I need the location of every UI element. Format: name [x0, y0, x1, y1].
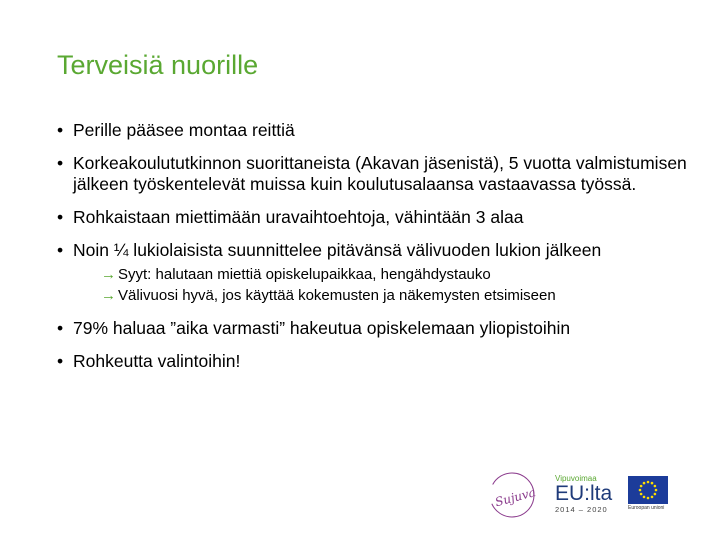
subbullet-text: Välivuosi hyvä, jos käyttää kokemusten ja näkemysten etsimiseen — [118, 287, 556, 304]
arrow-icon: → — [101, 266, 116, 283]
eu-flag-logo — [628, 476, 670, 516]
bullet-dot: • — [57, 351, 64, 371]
eu-flag-caption: Euroopan unioni — [628, 505, 665, 511]
logo-bar — [0, 468, 720, 528]
eu-logo-main-text: EU:lta — [555, 482, 613, 505]
eu-funding-logo — [555, 474, 615, 522]
bullet-item — [57, 120, 697, 141]
eu-logo-years: 2014 – 2020 — [555, 505, 608, 514]
bullet-text: Rohkaistaan miettimään uravaihtoehtoja, vähintään 3 alaa — [73, 207, 524, 227]
slide-content — [57, 120, 697, 384]
bullet-dot: • — [57, 120, 64, 140]
bullet-dot: • — [57, 207, 64, 227]
signature-text: Sujuva — [493, 485, 538, 510]
bullet-text: Perille pääsee montaa reittiä — [73, 120, 295, 140]
bullet-dot: • — [57, 240, 64, 260]
subbullet-group — [57, 264, 697, 306]
bullet-dot: • — [57, 153, 64, 173]
bullet-item — [57, 351, 697, 372]
bullet-text: 79% haluaa ”aika varmasti” hakeutua opiskelemaan yliopistoihin — [73, 318, 571, 338]
eu-stars-icon — [628, 476, 668, 504]
slide-title: Terveisiä nuorille — [57, 50, 259, 80]
bullet-item — [57, 318, 697, 339]
bullet-item — [57, 207, 697, 228]
bullet-item — [57, 240, 697, 261]
eu-flag-icon — [628, 476, 668, 504]
bullet-text: Noin ¼ lukiolaisista suunnittelee pitävänsä välivuoden lukion jälkeen — [73, 240, 602, 260]
bullet-item — [57, 153, 697, 195]
bullet-text: Rohkeutta valintoihin! — [73, 351, 241, 371]
arrow-icon: → — [101, 287, 116, 304]
eu-logo-top-text: Vipuvoimaa — [555, 474, 597, 483]
bullet-dot: • — [57, 318, 64, 338]
subbullet-text: Syyt: halutaan miettiä opiskelupaikkaa, hengähdystauko — [118, 266, 491, 283]
subbullet-item — [57, 285, 697, 306]
signature-logo-graphic — [482, 470, 542, 520]
bullet-text: Korkeakoulututkinnon suorittaneista (Akavan jäsenistä), 5 vuotta valmistumisen jälkeen työskentelevät muissa kuin koulutusalaansa vastaavassa työssä. — [73, 153, 687, 194]
subbullet-item — [57, 264, 697, 285]
signature-logo — [482, 470, 542, 520]
